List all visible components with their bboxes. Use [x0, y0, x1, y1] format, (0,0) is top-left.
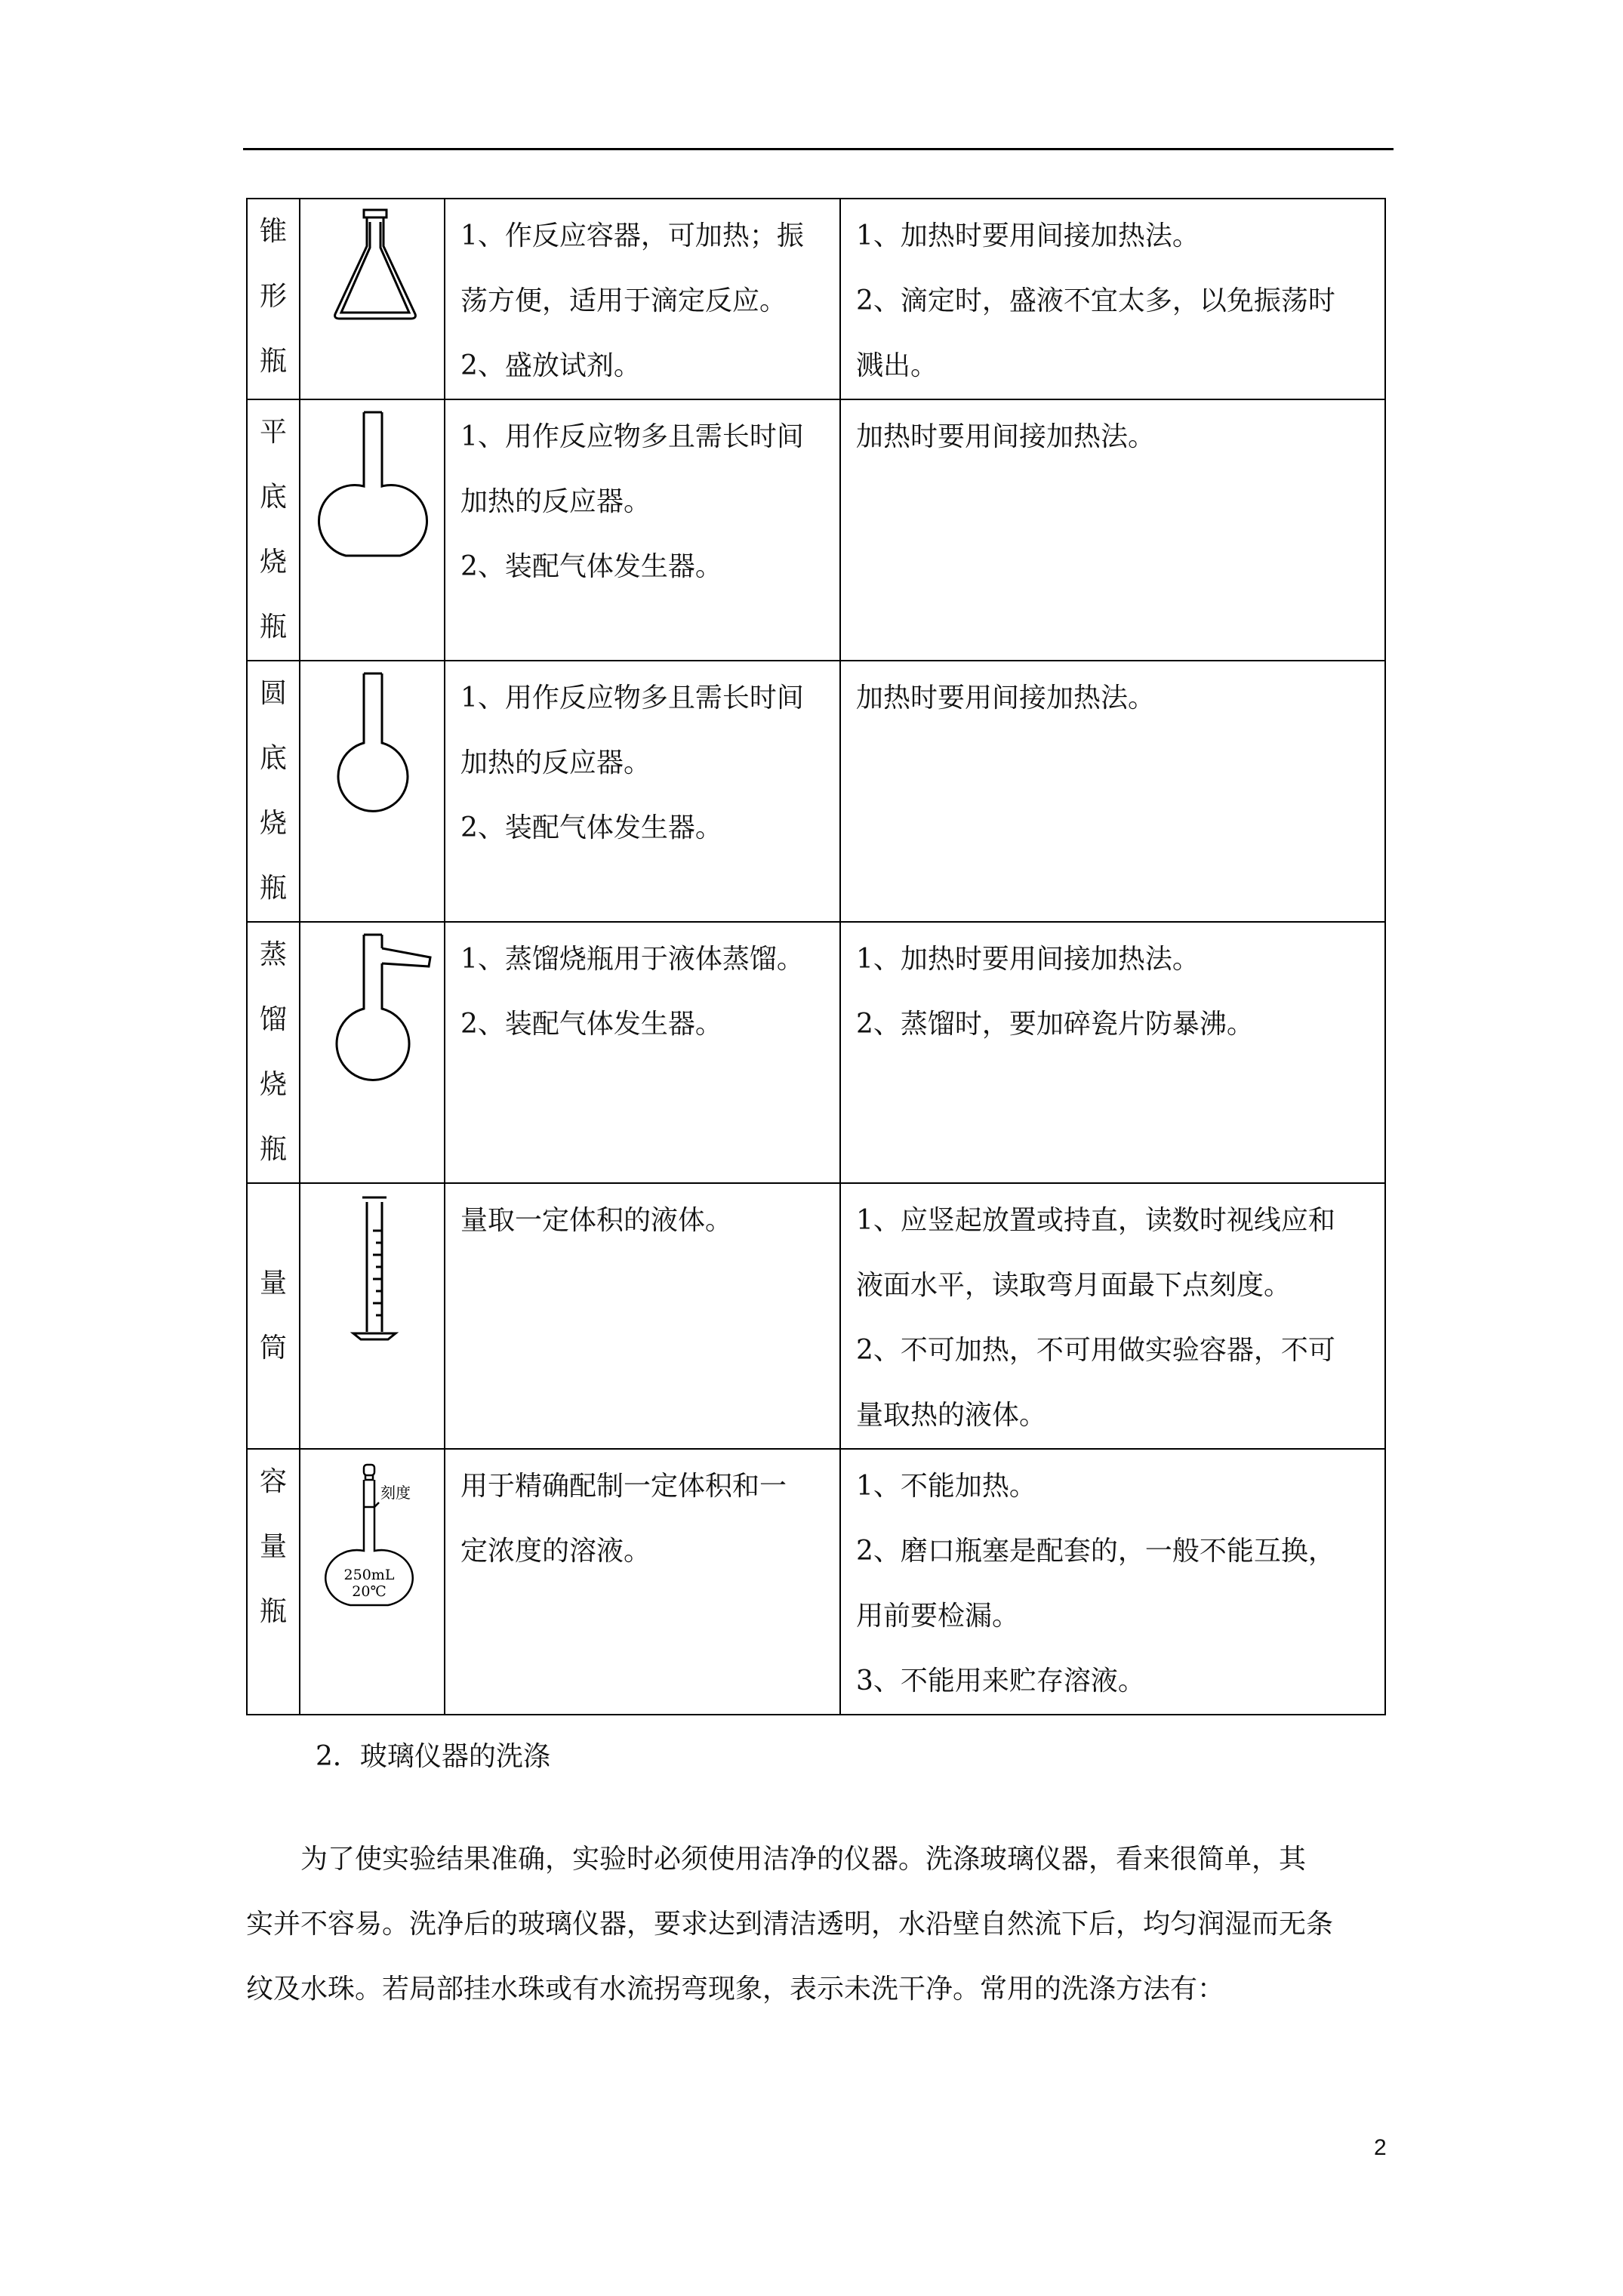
- notes-cell: 加热时要用间接加热法。: [840, 399, 1385, 661]
- section-title: 2．玻璃仪器的洗涤: [316, 1741, 550, 1772]
- conical-flask-icon: [300, 199, 445, 399]
- usage-cell: 1、作反应容器，可加热；振 荡方便，适用于滴定反应。 2、盛放试剂。: [445, 199, 840, 399]
- apparatus-name: 容 量 瓶: [247, 1449, 300, 1715]
- apparatus-name: 锥 形 瓶: [247, 199, 300, 399]
- apparatus-name: 蒸 馏 烧 瓶: [247, 922, 300, 1183]
- apparatus-name: 量 筒: [247, 1183, 300, 1449]
- usage-cell: 量取一定体积的液体。: [445, 1183, 840, 1449]
- distilling-flask-icon: [300, 922, 445, 1183]
- round-bottom-flask-icon: [300, 661, 445, 922]
- table-row: [247, 661, 1385, 922]
- flat-bottom-flask-icon: [300, 399, 445, 661]
- volume-label: 250mL: [343, 1567, 395, 1583]
- usage-cell: 1、用作反应物多且需长时间 加热的反应器。 2、装配气体发生器。: [445, 661, 840, 922]
- notes-cell: 1、应竖起放置或持直，读数时视线应和 液面水平，读取弯月面最下点刻度。 2、不可加热，不可用做实验容器，不可 量取热的液体。: [840, 1183, 1385, 1449]
- graduated-cylinder-icon: [300, 1183, 445, 1449]
- notes-cell: 1、加热时要用间接加热法。 2、蒸馏时，要加碎瓷片防暴沸。: [840, 922, 1385, 1183]
- notes-cell: 加热时要用间接加热法。: [840, 661, 1385, 922]
- apparatus-name: 圆 底 烧 瓶: [247, 661, 300, 922]
- table-row: [247, 922, 1385, 1183]
- table-row: [247, 199, 1385, 399]
- paragraph-line: 纹及水珠。若局部挂水珠或有水流拐弯现象，表示未洗干净。常用的洗涤方法有：: [246, 1974, 1225, 2005]
- apparatus-name: 平 底 烧 瓶: [247, 399, 300, 661]
- header-rule: [243, 148, 1394, 150]
- usage-cell: 1、用作反应物多且需长时间 加热的反应器。 2、装配气体发生器。: [445, 399, 840, 661]
- table-row: [247, 1449, 1385, 1715]
- mark-label: 刻度: [380, 1484, 411, 1502]
- body-paragraph: [246, 1827, 1384, 2022]
- usage-cell: 1、蒸馏烧瓶用于液体蒸馏。 2、装配气体发生器。: [445, 922, 840, 1183]
- paragraph-line: 为了使实验结果准确，实验时必须使用洁净的仪器。洗涤玻璃仪器，看来很简单，其: [300, 1844, 1307, 1875]
- usage-cell: 用于精确配制一定体积和一 定浓度的溶液。: [445, 1449, 840, 1715]
- temperature-label: 20℃: [352, 1583, 387, 1600]
- page-number: 2: [1374, 2135, 1387, 2160]
- paragraph-line: 实并不容易。洗净后的玻璃仪器，要求达到清洁透明，水沿壁自然流下后，均匀润湿而无条: [246, 1909, 1334, 1940]
- volumetric-flask-icon: [300, 1449, 445, 1715]
- table-row: [247, 1183, 1385, 1449]
- table-row: [247, 399, 1385, 661]
- notes-cell: 1、不能加热。 2、磨口瓶塞是配套的，一般不能互换， 用前要检漏。 3、不能用来贮存溶液。: [840, 1449, 1385, 1715]
- apparatus-table: [246, 198, 1386, 1715]
- notes-cell: 1、加热时要用间接加热法。 2、滴定时，盛液不宜太多，以免振荡时 溅出。: [840, 199, 1385, 399]
